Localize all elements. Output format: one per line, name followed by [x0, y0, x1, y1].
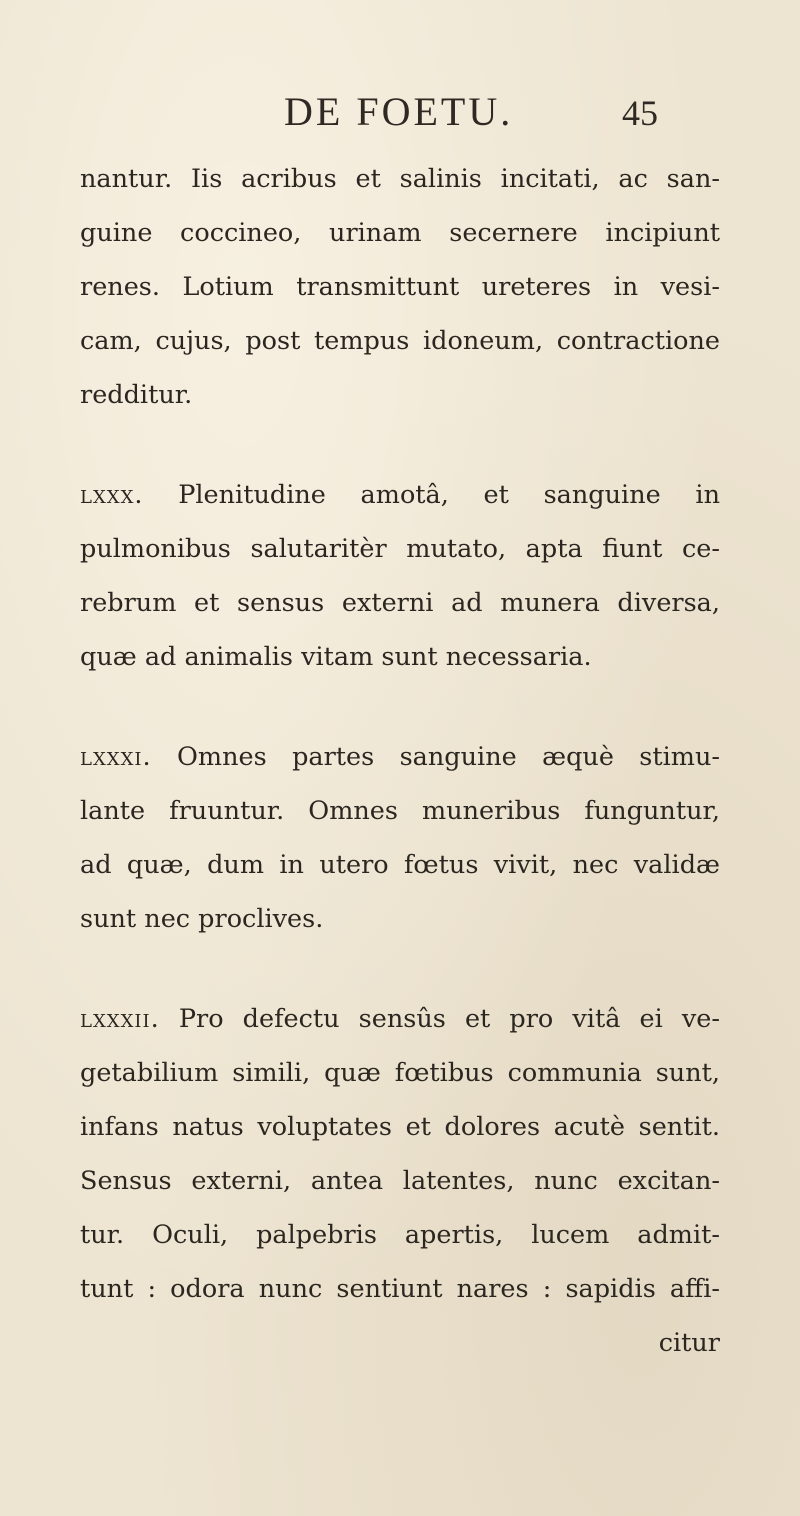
text-run: Pro defectu sensûs et pro vitâ ei ve-	[159, 1004, 720, 1034]
text-line: tur. Oculi, palpebris apertis, lucem admit-	[80, 1220, 720, 1250]
text-line: quæ ad animalis vitam sunt necessaria.	[80, 642, 592, 672]
text-line	[80, 468, 720, 522]
text-line: guine coccineo, urinam secernere incipiunt	[80, 218, 720, 248]
section-numeral: lxxxii.	[80, 1004, 160, 1034]
text-line	[80, 730, 720, 784]
text-line: tunt : odora nunc sentiunt nares : sapidis affi-	[80, 1274, 720, 1304]
paragraph-continuation	[80, 152, 720, 422]
text-line: cam, cujus, post tempus idoneum, contractione	[80, 326, 720, 356]
text-line: lante fruuntur. Omnes muneribus funguntur,	[80, 796, 720, 826]
paragraph-lxxx	[80, 468, 720, 684]
text-line: nantur. Iis acribus et salinis incitati, ac san-	[80, 164, 720, 194]
text-run: Plenitudine amotâ, et sanguine in	[143, 480, 720, 510]
running-title: DE FOETU.	[284, 89, 514, 134]
running-head	[0, 88, 800, 136]
text-line	[80, 992, 720, 1046]
text-line: Sensus externi, antea latentes, nunc excitan-	[80, 1166, 720, 1196]
paragraph-lxxxii	[80, 992, 720, 1370]
body-text	[80, 152, 720, 1370]
text-line: rebrum et sensus externi ad munera diversa,	[80, 588, 720, 618]
text-line: sunt nec proclives.	[80, 904, 324, 934]
text-run: Omnes partes sanguine æquè stimu-	[151, 742, 720, 772]
text-line: redditur.	[80, 380, 193, 410]
page-number: 45	[622, 93, 658, 133]
text-line: pulmonibus salutaritèr mutato, apta fiunt ce-	[80, 534, 720, 564]
catchword: citur	[658, 1328, 720, 1358]
section-numeral: lxxxi.	[80, 742, 152, 772]
text-line: renes. Lotium transmittunt ureteres in vesi-	[80, 272, 720, 302]
section-numeral: lxxx.	[80, 480, 144, 510]
text-line: getabilium simili, quæ fœtibus communia sunt,	[80, 1058, 720, 1088]
text-line: infans natus voluptates et dolores acutè sentit.	[80, 1112, 720, 1142]
paragraph-lxxxi	[80, 730, 720, 946]
text-line: ad quæ, dum in utero fœtus vivit, nec validæ	[80, 850, 720, 880]
